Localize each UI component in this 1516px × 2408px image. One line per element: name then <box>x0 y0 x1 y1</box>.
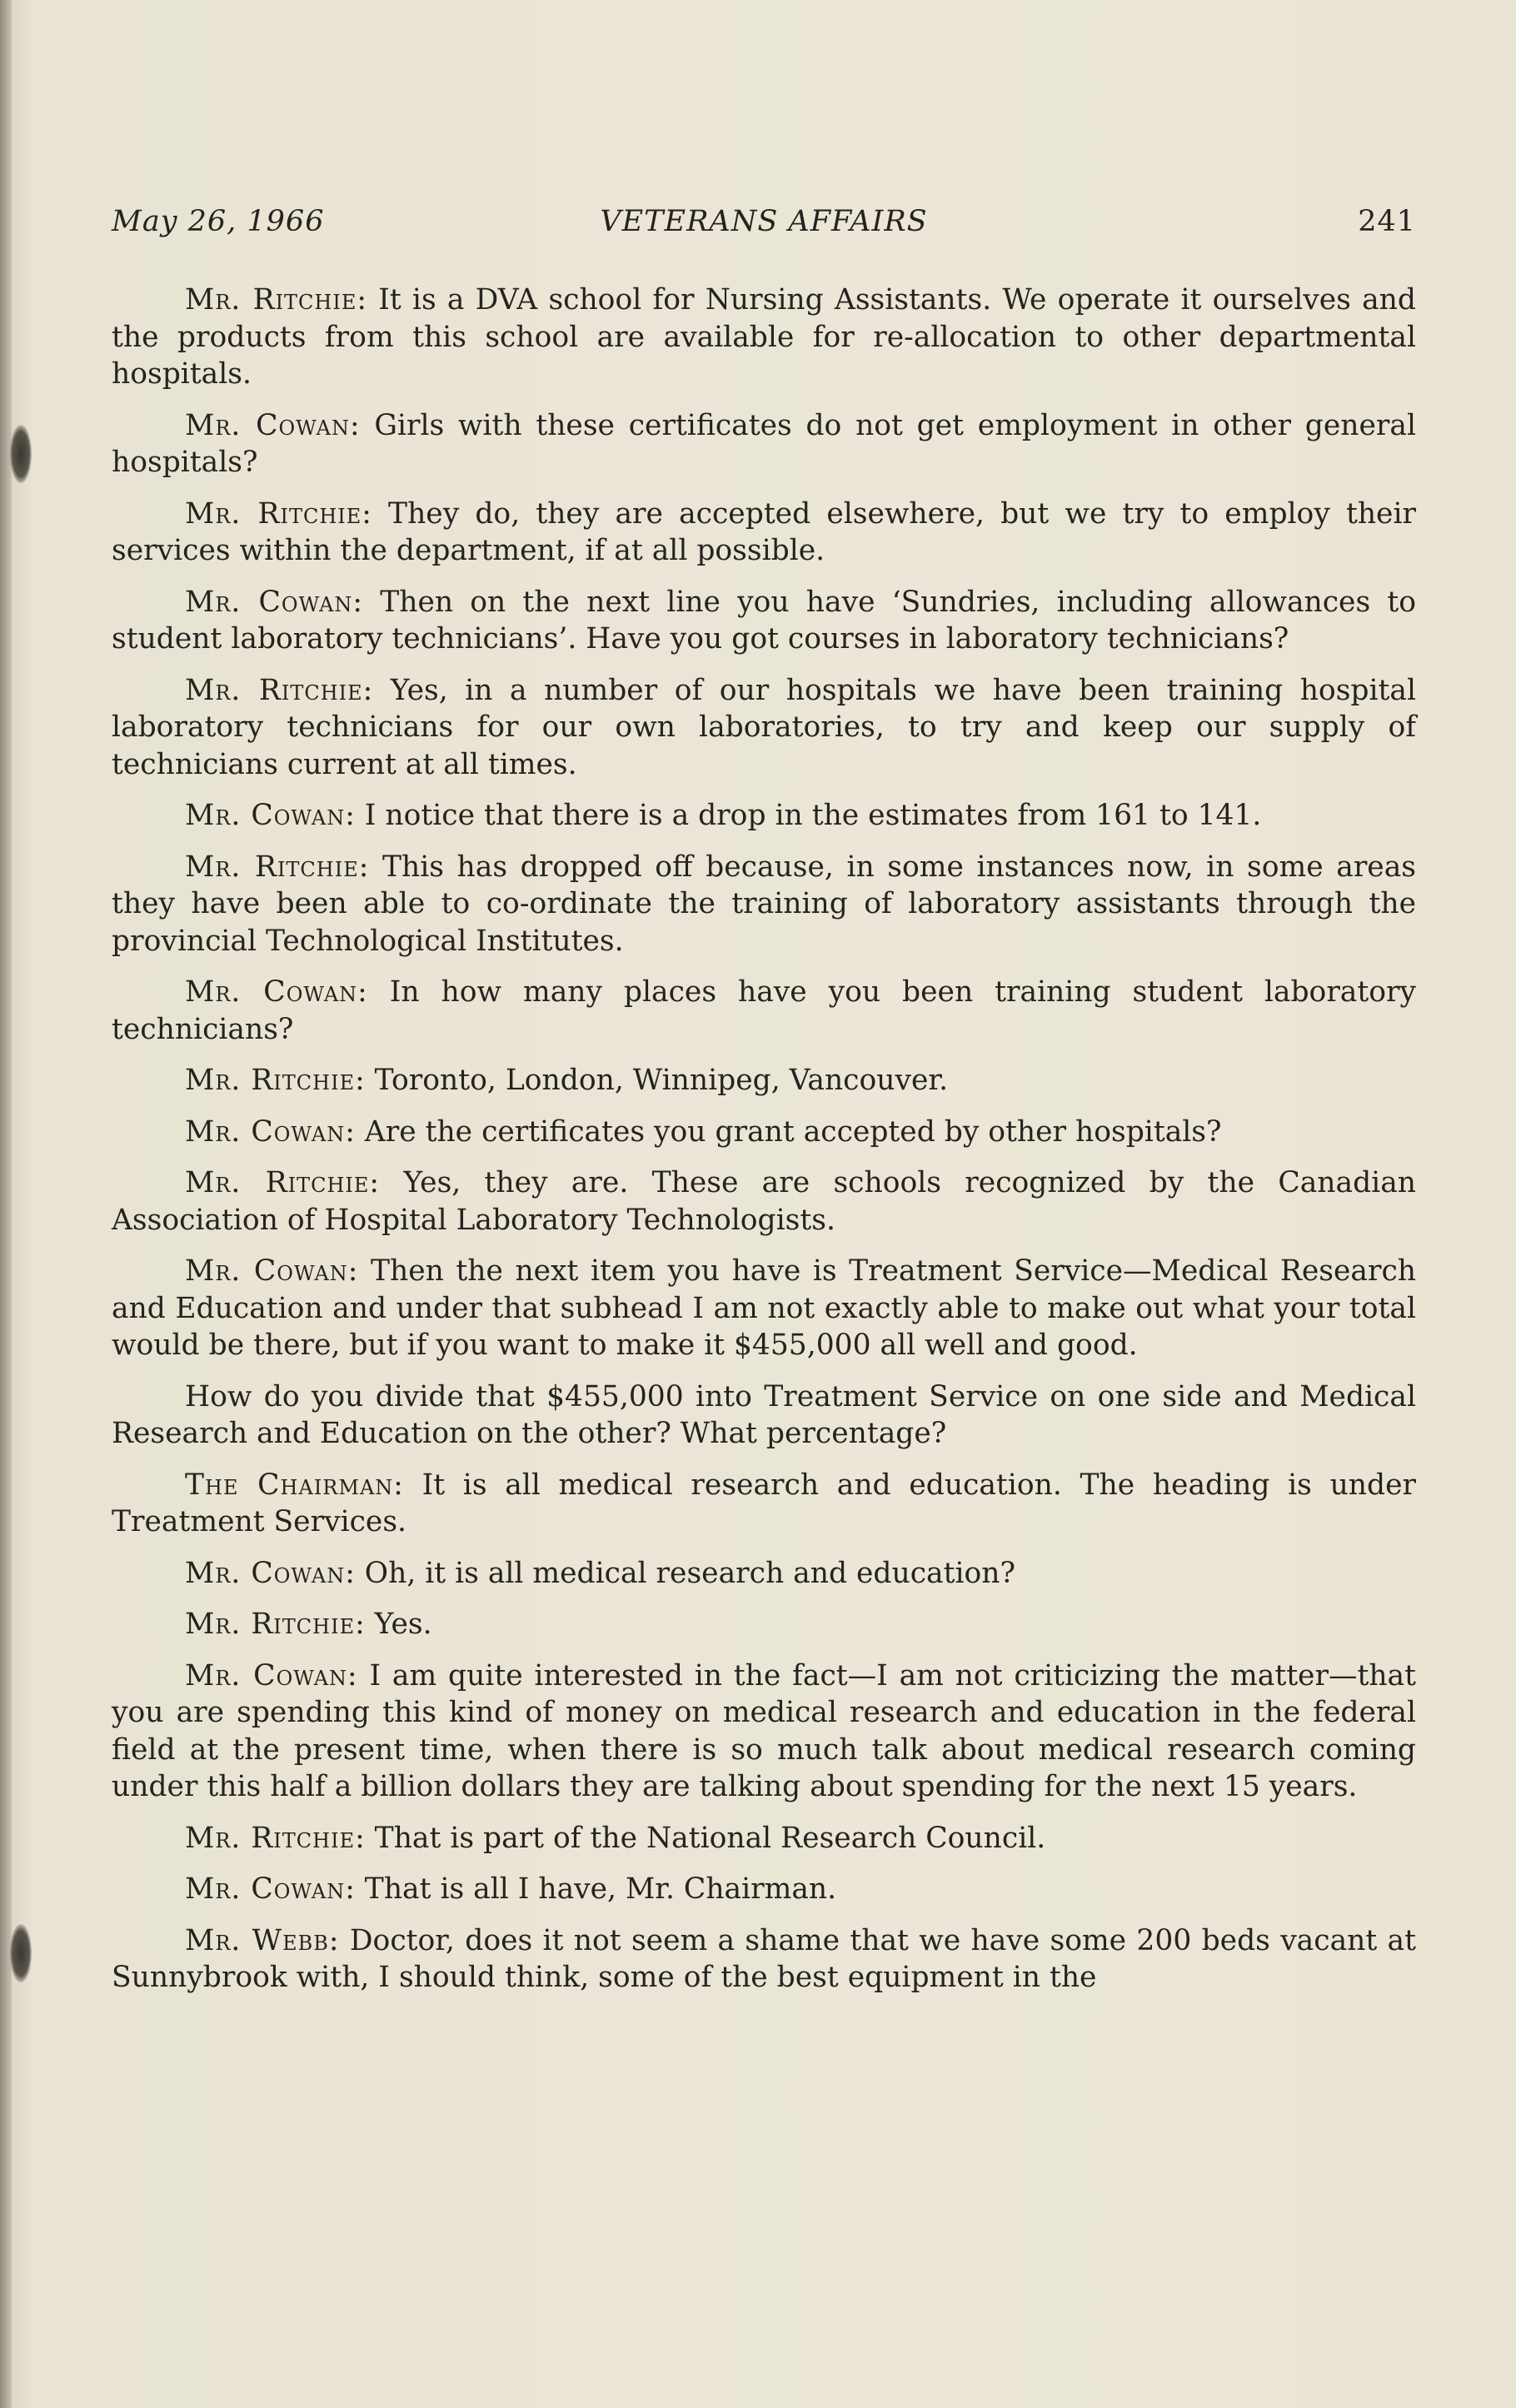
paragraph <box>112 584 1416 658</box>
paragraph <box>112 974 1416 1048</box>
paragraph-text: Then on the next line you have ‘Sundries, including allowances to student laboratory technicians’. Have you got courses in laboratory technicians? <box>112 585 1416 656</box>
speaker-label: Mr. Ritchie: <box>185 1608 366 1641</box>
speaker-label: Mr. Cowan: <box>185 408 361 442</box>
paragraph <box>112 1555 1416 1593</box>
speaker-label: Mr. Cowan: <box>185 1872 356 1906</box>
speaker-label: Mr. Webb: <box>185 1923 340 1957</box>
paragraph-text: They do, they are accepted elsewhere, but we try to employ their services within the department, if at all possible. <box>112 496 1416 567</box>
speaker-label: Mr. Cowan: <box>185 585 364 619</box>
binding-gutter <box>0 0 12 2408</box>
paragraph <box>112 1164 1416 1239</box>
paragraph-text: This has dropped off because, in some instances now, in some areas they have been able to co-ordinate the training of laboratory assistants through the provincial Technological Institutes. <box>112 850 1416 958</box>
header-title: VETERANS AFFAIRS <box>600 205 928 238</box>
paragraph <box>112 1114 1416 1151</box>
paragraph-text: Toronto, London, Winnipeg, Vancouver. <box>365 1064 949 1097</box>
paragraph-text: Yes, they are. These are schools recognized by the Canadian Association of Hospital Laboratory Technologists. <box>112 1166 1416 1237</box>
paragraph <box>112 1606 1416 1643</box>
paragraph <box>112 849 1416 960</box>
speaker-label: Mr. Cowan: <box>185 799 356 832</box>
paragraph-text: Oh, it is all medical research and education? <box>355 1556 1015 1590</box>
binding-hole-mark <box>10 425 32 483</box>
paragraph-text: I notice that there is a drop in the estimates from 161 to 141. <box>355 799 1262 832</box>
paragraph-text: In how many places have you been training student laboratory technicians? <box>112 975 1416 1046</box>
speaker-label: Mr. Cowan: <box>185 1658 358 1693</box>
paragraph <box>112 1253 1416 1364</box>
paragraph-text: I am quite interested in the fact—I am not criticizing the matter—that you are spending this kind of money on medical research and education in the federal field at the present time, when there is so much talk about medical research coming under this half a billion dollars they are talking about spending for the next 15 years. <box>112 1658 1416 1803</box>
paragraph-text: It is all medical research and education. The heading is under Treatment Services. <box>112 1468 1417 1538</box>
speaker-label: Mr. Ritchie: <box>185 850 370 884</box>
paragraph <box>112 1820 1416 1857</box>
paragraph-text: Are the certificates you grant accepted by other hospitals? <box>355 1114 1222 1149</box>
paragraph <box>112 797 1416 835</box>
running-header <box>112 205 1416 247</box>
speaker-label: Mr. Ritchie: <box>185 283 367 317</box>
speaker-label: Mr. Cowan: <box>185 975 368 1009</box>
speaker-label: Mr. Cowan: <box>185 1556 356 1590</box>
paragraph <box>112 496 1416 570</box>
paragraph <box>112 282 1416 393</box>
speaker-label: Mr. Cowan: <box>185 1114 356 1149</box>
speaker-label: Mr. Ritchie: <box>185 1821 366 1855</box>
paragraph-text: Then the next item you have is Treatment Service—Medical Research and Education and under that subhead I am not exactly able to make out what your total would be there, but if you want to make it $455,000 all well and good. <box>112 1254 1416 1362</box>
binding-hole-mark <box>10 1924 32 1982</box>
paragraph <box>112 407 1416 481</box>
paragraph-text: That is all I have, Mr. Chairman. <box>355 1872 837 1906</box>
speaker-label: Mr. Ritchie: <box>185 1166 381 1199</box>
paragraph-text: That is part of the National Research Council. <box>365 1821 1046 1855</box>
paragraph <box>112 1922 1416 1997</box>
header-date: May 26, 1966 <box>112 205 325 238</box>
speaker-label: Mr. Ritchie: <box>185 496 372 531</box>
paragraph <box>112 1467 1416 1541</box>
paragraph <box>112 1378 1416 1453</box>
paragraph-text: It is a DVA school for Nursing Assistants. We operate it ourselves and the products from this school are available for re-allocation to other departmental hospitals. <box>112 283 1416 391</box>
speaker-label: Mr. Cowan: <box>185 1254 359 1288</box>
paragraph-text: Girls with these certificates do not get employment in other general hospitals? <box>112 408 1416 479</box>
transcript-body <box>112 282 1416 2011</box>
paragraph <box>112 672 1416 784</box>
paragraph-text: Yes, in a number of our hospitals we have been training hospital laboratory technicians for our own laboratories, to try and keep our supply of technicians current at all times. <box>112 673 1416 781</box>
page-number: 241 <box>1358 205 1416 238</box>
speaker-label: Mr. Ritchie: <box>185 673 374 707</box>
paragraph <box>112 1871 1416 1908</box>
paragraph <box>112 1062 1416 1099</box>
speaker-label: The Chairman: <box>185 1468 404 1502</box>
paragraph <box>112 1658 1416 1806</box>
speaker-label: Mr. Ritchie: <box>185 1064 366 1097</box>
paragraph-text: Yes. <box>365 1608 432 1641</box>
paragraph-text: How do you divide that $455,000 into Treatment Service on one side and Medical Research and Education on the other? What percentage? <box>112 1379 1416 1450</box>
paragraph-text: Doctor, does it not seem a shame that we have some 200 beds vacant at Sunnybrook with, I should think, some of the best equipment in the <box>112 1923 1416 1994</box>
